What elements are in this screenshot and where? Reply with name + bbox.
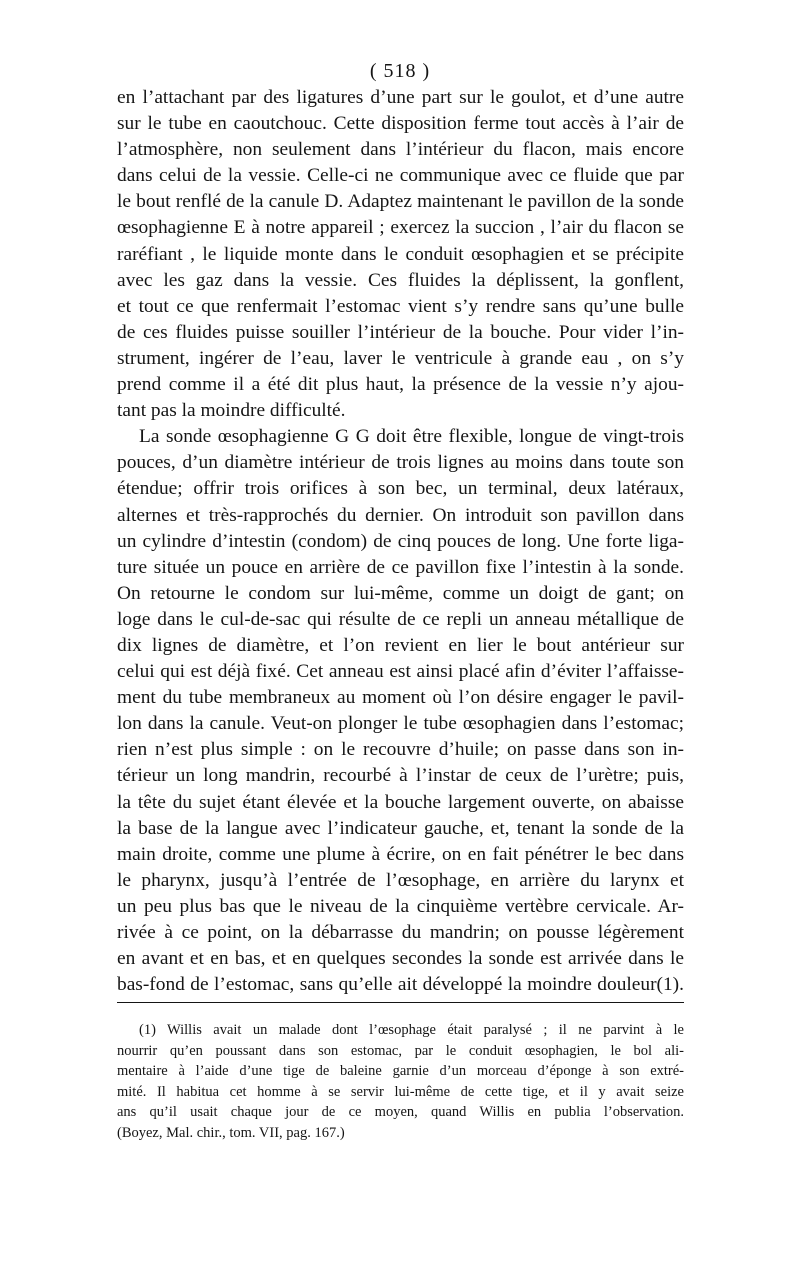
text-line: raréfiant , le liquide monte dans le conduit œsophagien et se précipite [117, 243, 684, 265]
footnote-line: ans qu’il usait chaque jour de ce moyen, quand Willis en publia l’observation. [117, 1104, 684, 1121]
text-line: en avant et en bas, et en quelques secondes la sonde est arrivée dans le [117, 948, 684, 970]
text-line: loge dans le cul-de-sac qui résulte de ce repli un anneau métallique de [117, 608, 684, 630]
page-number: ( 518 ) [369, 60, 431, 82]
text-line: bas-fond de l’estomac, sans qu’elle ait développé la moindre douleur(1). [117, 974, 684, 996]
text-line: térieur un long mandrin, recourbé à l’instar de ceux de l’urètre; puis, [117, 765, 684, 787]
paragraph-end-line: tant pas la moindre difficulté. [117, 400, 346, 422]
text-line: pouces, d’un diamètre intérieur de trois lignes au moins dans toute son [117, 452, 684, 474]
footnote-divider [117, 1002, 684, 1003]
text-line: et tout ce que renfermait l’estomac vient s’y rendre sans qu’une bulle [117, 295, 684, 317]
text-line: la base de la langue avec l’indicateur gauche, et, tenant la sonde de la [117, 817, 684, 839]
text-line: strument, ingérer de l’eau, laver le ventricule à grande eau , on s’y [117, 347, 684, 369]
text-line: rien n’est plus simple : on le recouvre d’huile; on passe dans son in- [117, 739, 684, 761]
text-line: avec les gaz dans la vessie. Ces fluides la déplissent, la gonflent, [117, 269, 684, 291]
text-line: lon dans la canule. Veut-on plonger le tube œsophagien dans l’estomac; [117, 713, 684, 735]
main-text [117, 85, 684, 998]
text-line: main droite, comme une plume à écrire, on en fait pénétrer le bec dans [117, 843, 684, 865]
text-line: sur le tube en caoutchouc. Cette disposition ferme tout accès à l’air de [117, 113, 684, 135]
text-line: le pharynx, jusqu’à l’entrée de l’œsophage, en arrière du larynx et [117, 869, 684, 891]
text-line: On retourne le condom sur lui-même, comme un doigt de gant; on [117, 582, 684, 604]
text-line: l’atmosphère, non seulement dans l’intérieur du flacon, mais encore [117, 139, 684, 161]
text-line: un peu plus bas que le niveau de la cinquième vertèbre cervicale. Ar- [117, 895, 684, 917]
text-line: ment du tube membraneux au moment où l’on désire engager le pavil- [117, 687, 684, 709]
paragraph-start-line: La sonde œsophagienne G G doit être flexible, longue de vingt-trois [139, 426, 684, 448]
footnote-line: mentaire à l’aide d’une tige de baleine garnie d’un morceau d’éponge à son extré- [117, 1063, 684, 1080]
text-line: alternes et très-rapprochés du dernier. On introduit son pavillon dans [117, 504, 684, 526]
footnote-line: (1) Willis avait un malade dont l’œsophage était paralysé ; il ne parvint à le [139, 1022, 684, 1038]
footnote-line: mité. Il habitua cet homme à se servir lui-même de cette tige, et il y avait seize [117, 1083, 684, 1100]
text-line: celui qui est déjà fixé. Cet anneau est ainsi placé afin d’éviter l’affaisse- [117, 661, 684, 683]
text-line: de ces fluides puisse souiller l’intérieur de la bouche. Pour vider l’in- [117, 321, 684, 343]
text-line: le bout renflé de la canule D. Adaptez maintenant le pavillon de la sonde [117, 191, 684, 213]
text-line: en l’attachant par des ligatures d’une part sur le goulot, et d’une autre [117, 87, 684, 108]
text-line: dix lignes de diamètre, et l’on revient en lier le bout antérieur sur [117, 634, 684, 656]
text-line: rivée à ce point, on la débarrasse du mandrin; on pousse légèrement [117, 922, 684, 943]
text-line: prend comme il a été dit plus haut, la présence de la vessie n’y ajou- [117, 374, 684, 396]
text-line: la tête du sujet étant élevée et la bouche largement ouverte, on abaisse [117, 791, 684, 813]
text-line: un cylindre d’intestin (condom) de cinq pouces de long. Une forte liga- [117, 530, 684, 552]
text-line: étendue; offrir trois orifices à son bec, un terminal, deux latéraux, [117, 478, 684, 500]
text-line: dans celui de la vessie. Celle-ci ne communique avec ce fluide que par [117, 165, 684, 187]
footnote [117, 1020, 684, 1144]
footnote-citation: (Boyez, Mal. chir., tom. VII, pag. 167.) [117, 1124, 345, 1141]
text-line: œsophagienne E à notre appareil ; exercez la succion , l’air du flacon se [117, 217, 684, 239]
text-line: ture située un pouce en arrière de ce pavillon fixe l’intestin à la sonde. [117, 556, 684, 578]
footnote-line: nourrir qu’en poussant dans son estomac, par le conduit œsophagien, le bol ali- [117, 1042, 684, 1059]
